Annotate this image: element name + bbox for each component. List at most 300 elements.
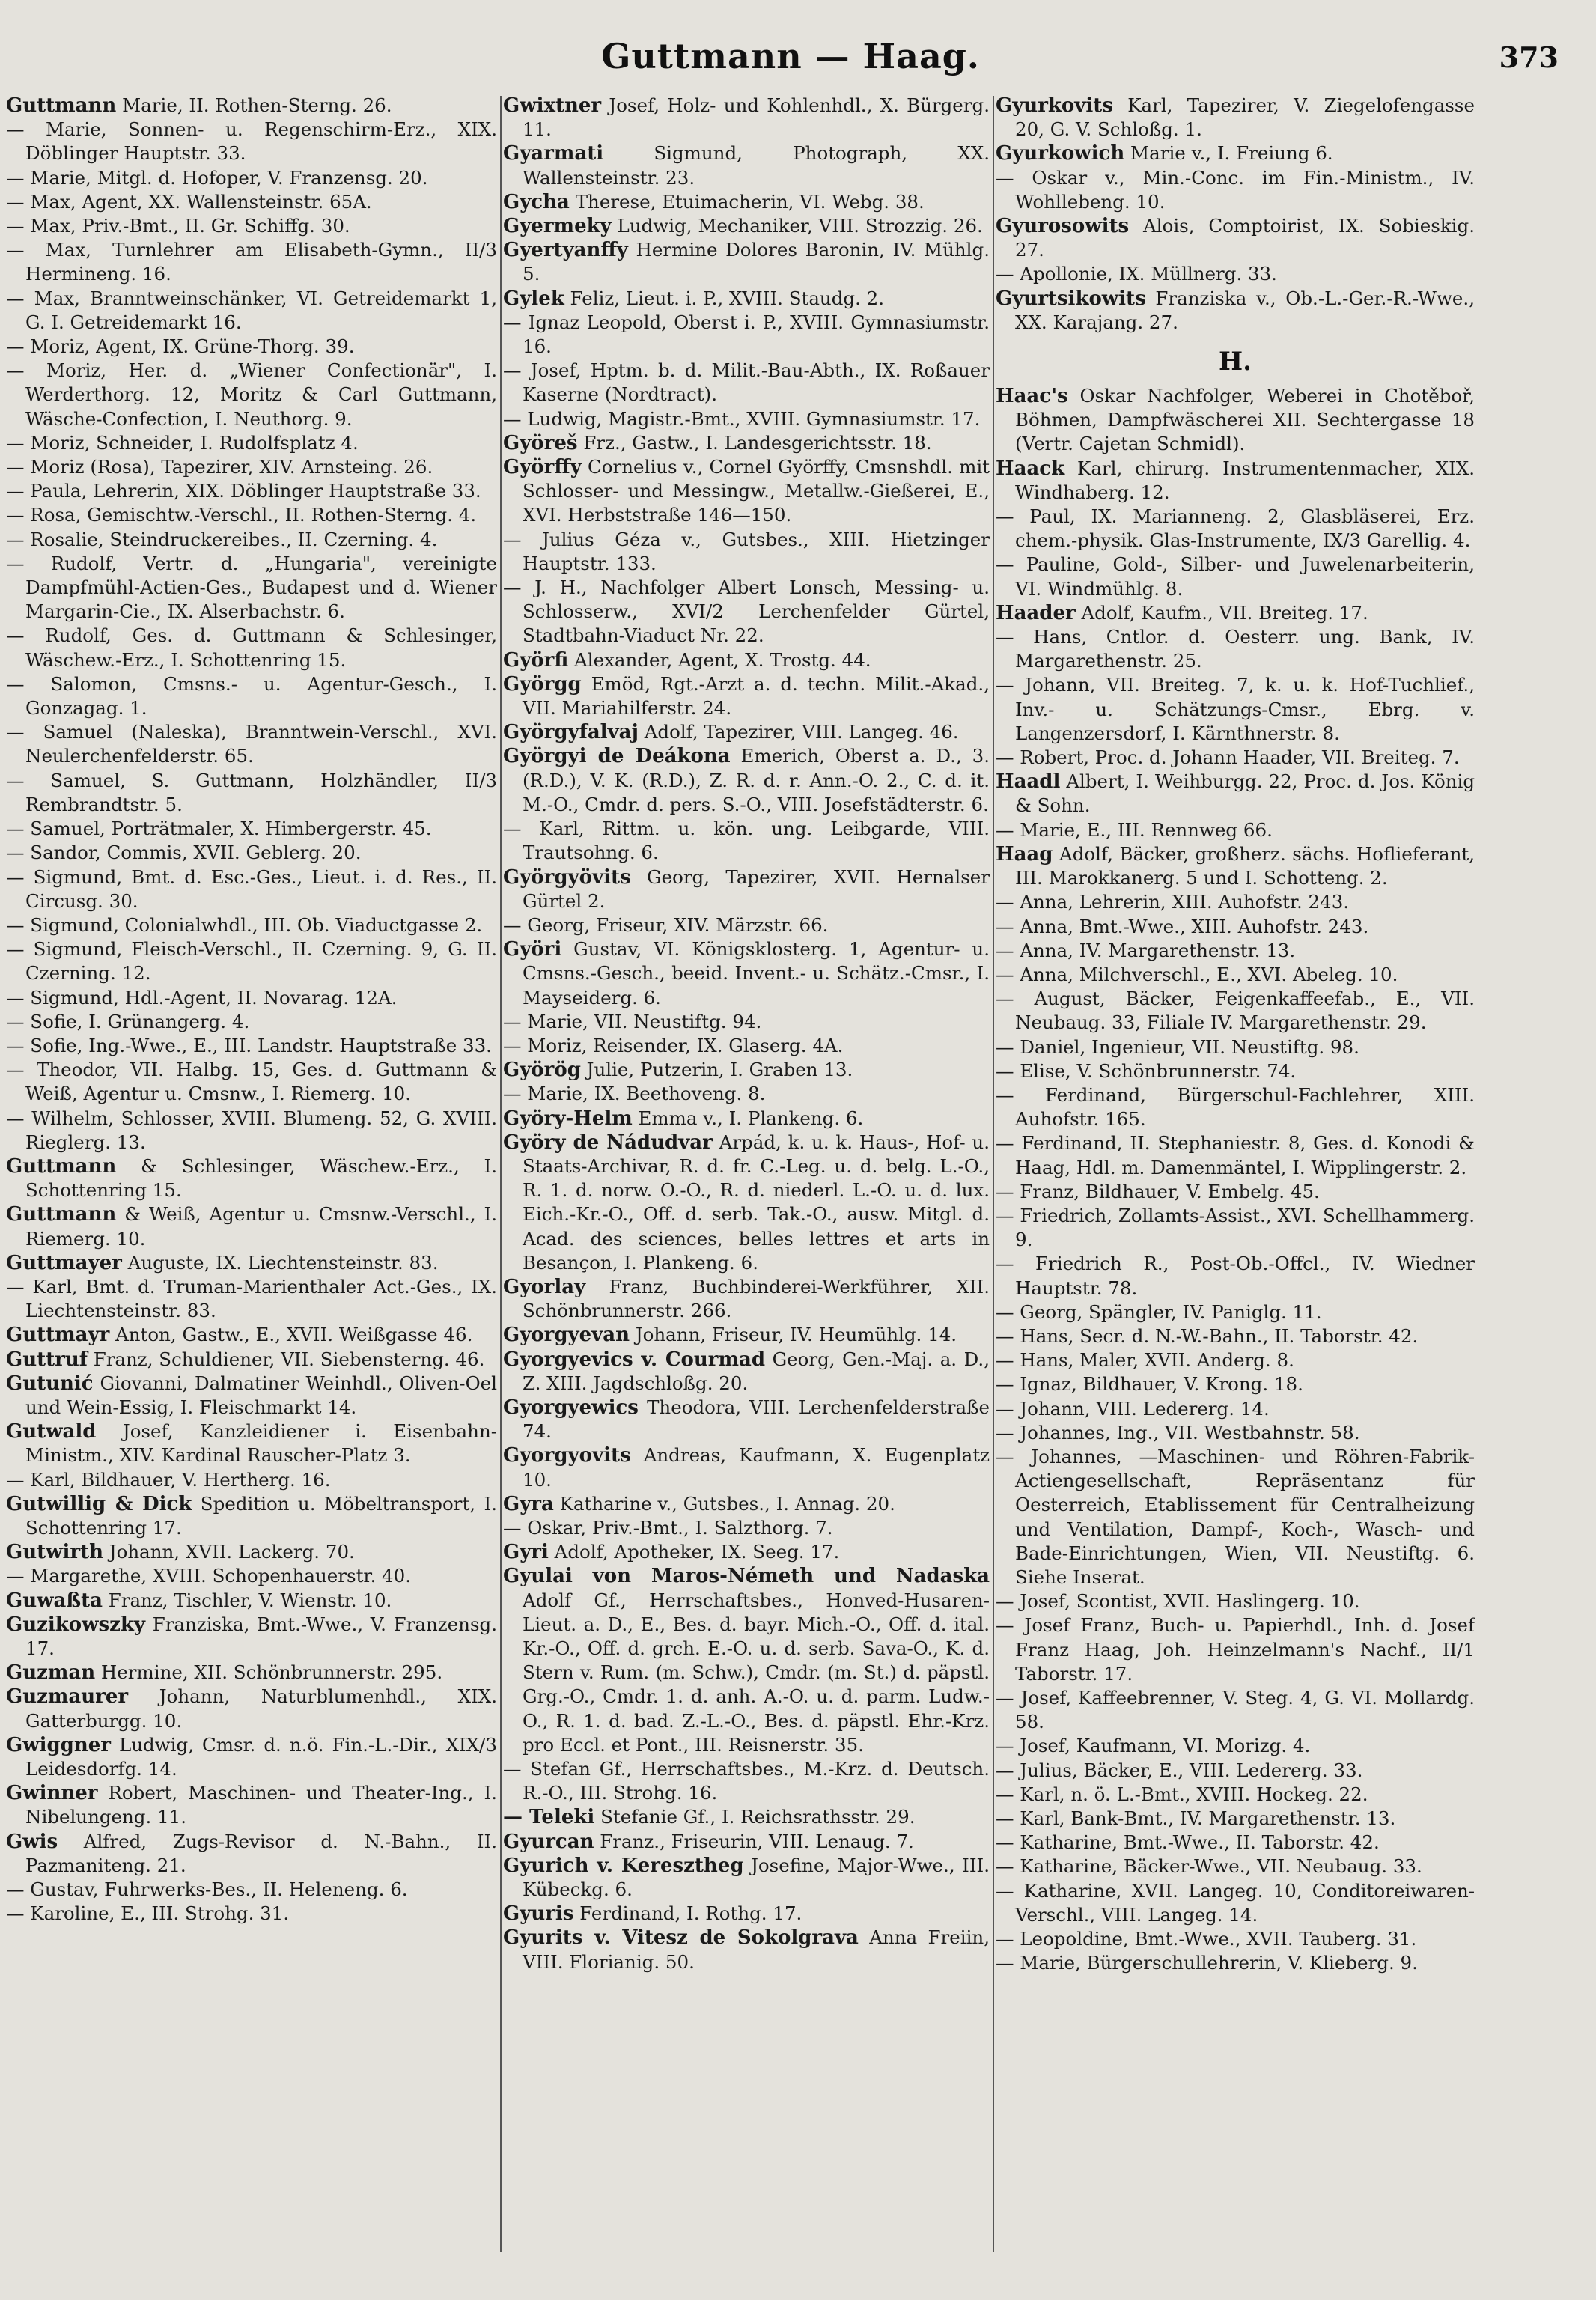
directory-entry: [6, 1348, 497, 1372]
directory-entry: [996, 1759, 1475, 1783]
entry-text: — Marie, VII. Neustiftg. 94.: [503, 1010, 762, 1032]
directory-entry: [503, 142, 990, 189]
entry-text: — Moriz, Her. d. „Wiener Confectionär", I. Werderthorg. 12, Moritz & Carl Guttmann, Wäsche-Confection, I. Neuthorg. 9.: [6, 359, 497, 430]
directory-entry: [6, 1781, 497, 1829]
directory-entry: [6, 166, 497, 190]
directory-entry: [996, 1445, 1475, 1589]
entry-text: Anton, Gastw., E., XVII. Weißgasse 46.: [109, 1324, 473, 1346]
entry-headword: Györgyfalvaj: [503, 721, 639, 744]
directory-entry: [503, 672, 990, 720]
entry-text: Anna Freiin, VIII. Florianig. 50.: [523, 1926, 990, 1973]
entry-text: — Max, Priv.-Bmt., II. Gr. Schiffg. 30.: [6, 215, 350, 237]
directory-entry: [6, 1902, 497, 1926]
entry-text: — Samuel, S. Guttmann, Holzhändler, II/3 Rembrandtstr. 5.: [6, 769, 497, 815]
entry-headword: Györy-Helm: [503, 1107, 633, 1130]
entry-text: — Johann, VIII. Ledererg. 14.: [996, 1397, 1270, 1420]
directory-entry: [503, 744, 990, 817]
entry-text: Georg, Gen.-Maj. a. D., Z. XIII. Jagdschloßg. 20.: [523, 1348, 990, 1394]
directory-entry: [6, 1540, 497, 1564]
entry-text: Julie, Putzerin, I. Graben 13.: [580, 1059, 853, 1081]
directory-entry: [996, 1131, 1475, 1179]
entry-headword: Gyurosowits: [996, 215, 1130, 238]
directory-entry: [503, 1830, 990, 1854]
directory-entry: [6, 1154, 497, 1202]
entry-text: — Margarethe, XVIII. Schopenhauerstr. 40.: [6, 1565, 411, 1587]
entry-text: — Wilhelm, Schlosser, XVIII. Blumeng. 52, G. XVIII. Rieglerg. 13.: [6, 1107, 497, 1153]
directory-entry: [6, 335, 497, 359]
directory-entry: [503, 1540, 990, 1564]
entry-headword: Györfi: [503, 648, 569, 672]
entry-headword: Guttruf: [6, 1348, 88, 1371]
directory-entry: [6, 1564, 497, 1588]
entry-text: — Rudolf, Vertr. d. „Hungaria", vereinigte Dampfmühl-Actien-Ges., Budapest und d. Wiener Margarin-Cie., IX. Alserbachstr. 6.: [6, 552, 497, 623]
entry-text: — Sigmund, Hdl.-Agent, II. Novarag. 12A.: [6, 986, 398, 1008]
entry-text: Arpád, k. u. k. Haus-, Hof- u. Staats-Archivar, R. d. fr. C.-Leg. u. d. belg. L.-O., R. 1. d. norw. O.-O., R. d. niederl. L.-O. u. d. lux. Eich.-Kr.-O., Off. d. serb. Tak.-O., ausw. Mitgl. d. Acad. des sciences, belles lettres et arts in Besançon, I. Plankeng. 6.: [523, 1131, 990, 1274]
entry-text: Gustav, VI. Königsklosterg. 1, Agentur- u. Cmsns.-Gesch., beeid. Invent.- u. Schätz.-Cmsr., I. Mayseiderg. 6.: [523, 938, 990, 1008]
directory-entry: [503, 1396, 990, 1443]
entry-headword: Gyarmati: [503, 142, 604, 165]
directory-entry: [996, 1300, 1475, 1324]
entry-text: Ferdinand, I. Rothg. 17.: [573, 1902, 802, 1925]
entry-text: — Sandor, Commis, XVII. Geblerg. 20.: [6, 842, 362, 864]
entry-text: — Katharine, Bäcker-Wwe., VII. Neubaug. 33.: [996, 1855, 1422, 1878]
directory-entry: [996, 457, 1475, 505]
directory-entry: [6, 624, 497, 672]
entry-text: Franz, Buchbinderei-Werkführer, XII. Schönbrunnerstr. 266.: [523, 1275, 990, 1322]
directory-entry: [996, 1855, 1475, 1878]
entry-text: Theodora, VIII. Lerchenfelderstraße 74.: [523, 1396, 990, 1443]
entry-text: — Hans, Cntlor. d. Oesterr. ung. Bank, IV. Margarethenstr. 25.: [996, 626, 1475, 672]
directory-entry: [6, 431, 497, 455]
entry-text: Adolf, Bäcker, großherz. sächs. Hoflieferant, III. Marokkanerg. 5 und I. Schotteng. 2.: [1015, 842, 1475, 889]
running-head: Guttmann — Haag.: [601, 36, 980, 76]
entry-text: — Karl, Bank-Bmt., IV. Margarethenstr. 13.: [996, 1807, 1396, 1830]
directory-entry: [6, 1878, 497, 1902]
entry-text: — Hans, Secr. d. N.-W.-Bahn., II. Taborstr. 42.: [996, 1324, 1419, 1347]
entry-headword: Gyorgyevan: [503, 1324, 630, 1347]
directory-entry: [503, 1516, 990, 1540]
entry-text: — Anna, Lehrerin, XIII. Auhofstr. 243.: [996, 891, 1350, 913]
entry-headword: Guttmayer: [6, 1251, 122, 1274]
directory-entry: [996, 1204, 1475, 1252]
directory-entry: [6, 479, 497, 503]
entry-text: — Anna, Bmt.-Wwe., XIII. Auhofstr. 243.: [996, 915, 1369, 937]
entry-text: — Ferdinand, II. Stephaniestr. 8, Ges. d. Konodi & Haag, Hdl. m. Damenmäntel, I. Wipplingerstr. 2.: [996, 1132, 1475, 1178]
directory-entry: [503, 1854, 990, 1902]
entry-headword: Gwiggner: [6, 1733, 111, 1756]
column-divider: [500, 96, 502, 2252]
directory-entry: [503, 94, 990, 142]
directory-entry: [996, 1951, 1475, 1975]
entry-text: — Georg, Friseur, XIV. Märzstr. 66.: [503, 913, 829, 936]
entry-text: — Daniel, Ingenieur, VII. Neustiftg. 98.: [996, 1035, 1359, 1058]
directory-entry: [6, 1010, 497, 1034]
entry-text: — Marie, Sonnen- u. Regenschirm-Erz., XIX. Döblinger Hauptstr. 33.: [6, 118, 497, 165]
column-3: [996, 94, 1475, 2280]
directory-entry: [996, 915, 1475, 939]
entry-headword: Gyorgyewics: [503, 1396, 639, 1419]
directory-entry: [996, 1252, 1475, 1300]
directory-entry: [6, 841, 497, 865]
directory-entry: [6, 937, 497, 985]
entry-text: — Robert, Proc. d. Johann Haader, VII. Breiteg. 7.: [996, 746, 1460, 769]
directory-entry: [6, 528, 497, 552]
entry-text: — Johann, VII. Breiteg. 7, k. u. k. Hof-Tuchlief., Inv.- u. Schätzungs-Cmsr., Ebrg. v. Langenzersdorf, I. Kärnthnerstr. 8.: [996, 674, 1475, 744]
entry-text: — Stefan Gf., Herrschaftsbes., M.-Krz. d. Deutsch. R.-O., III. Strohg. 16.: [503, 1758, 990, 1804]
directory-entry: [996, 553, 1475, 600]
directory-entry: [503, 817, 990, 865]
entry-text: — Samuel, Porträtmaler, X. Himbergerstr. 45.: [6, 818, 432, 840]
directory-entry: [996, 1397, 1475, 1421]
directory-entry: [6, 503, 497, 527]
directory-entry: [6, 1733, 497, 1781]
entry-text: Adolf, Apotheker, IX. Seeg. 17.: [548, 1541, 840, 1563]
entry-text: & Weiß, Agentur u. Cmsnw.-Verschl., I. Riemerg. 10.: [25, 1203, 497, 1250]
entry-text: Marie v., I. Freiung 6.: [1124, 142, 1333, 165]
entry-headword: Györi: [503, 938, 562, 961]
entry-headword: Haack: [996, 457, 1065, 480]
entry-text: Robert, Maschinen- und Theater-Ing., I. Nibelungeng. 11.: [25, 1782, 497, 1828]
directory-entry: [6, 1275, 497, 1323]
directory-entry: [996, 1783, 1475, 1807]
entry-text: — August, Bäcker, Feigenkaffeefab., E., VII. Neubaug. 33, Filiale IV. Margarethenstr. 29.: [996, 988, 1475, 1034]
directory-entry: [503, 1131, 990, 1275]
directory-entry: [503, 1443, 990, 1491]
entry-text: Albert, I. Weihburgg. 22, Proc. d. Jos. König & Sohn.: [1015, 770, 1475, 817]
directory-entry: [503, 238, 990, 286]
directory-entry: [6, 118, 497, 165]
directory-entry: [996, 1324, 1475, 1348]
directory-entry: [996, 746, 1475, 770]
entry-headword: Gyri: [503, 1541, 549, 1564]
entry-text: — Pauline, Gold-, Silber- und Juwelenarbeiterin, VI. Windmühlg. 8.: [996, 553, 1475, 600]
entry-text: — Georg, Spängler, IV. Paniglg. 11.: [996, 1300, 1322, 1323]
entry-text: — Josef, Scontist, XVII. Haslingerg. 10.: [996, 1590, 1360, 1613]
directory-entry: [996, 1059, 1475, 1083]
entry-text: — Karl, Bildhauer, V. Hertherg. 16.: [6, 1468, 331, 1491]
entry-headword: Gwixtner: [503, 94, 602, 117]
directory-entry: [996, 673, 1475, 746]
directory-entry: [6, 1589, 497, 1613]
entry-headword: Guttmayr: [6, 1324, 110, 1347]
entry-text: — Karl, n. ö. L.-Bmt., XVIII. Hockeg. 22.: [996, 1783, 1368, 1805]
entry-text: — Theodor, VII. Halbg. 15, Ges. d. Guttmann & Weiß, Agentur u. Cmsnw., I. Riemerg. 10.: [6, 1059, 497, 1105]
directory-entry: [503, 431, 990, 455]
directory-entry: [6, 1492, 497, 1540]
directory-entry: [6, 1058, 497, 1106]
directory-entry: [996, 1035, 1475, 1059]
directory-entry: [503, 1010, 990, 1034]
directory-entry: [503, 913, 990, 937]
directory-entry: [996, 1927, 1475, 1951]
directory-entry: [503, 407, 990, 431]
directory-entry: [503, 937, 990, 1010]
entry-headword: Guwaßta: [6, 1589, 103, 1612]
entry-text: Hermine, XII. Schönbrunnerstr. 295.: [95, 1661, 443, 1684]
entry-headword: Györgyi de Deákona: [503, 745, 731, 768]
entry-text: — Paula, Lehrerin, XIX. Döblinger Hauptstraße 33.: [6, 480, 481, 502]
directory-entry: [996, 601, 1475, 625]
directory-entry: [503, 1492, 990, 1516]
entry-text: — Oskar, Priv.-Bmt., I. Salzthorg. 7.: [503, 1516, 833, 1539]
directory-entry: [6, 720, 497, 768]
entry-text: Hermine Dolores Baronin, IV. Mühlg. 5.: [523, 239, 990, 285]
directory-entry: [996, 842, 1475, 890]
entry-text: Josef, Holz- und Kohlenhdl., X. Bürgerg. 11.: [523, 94, 990, 141]
entry-text: — Katharine, XVII. Langeg. 10, Conditoreiwaren-Verschl., VIII. Langeg. 14.: [996, 1879, 1475, 1926]
directory-entry: [503, 311, 990, 359]
directory-entry: [503, 455, 990, 528]
directory-entry: [996, 287, 1475, 335]
entry-headword: Gyra: [503, 1492, 554, 1515]
entry-text: Johann, Naturblumenhdl., XIX. Gatterburgg. 10.: [25, 1685, 497, 1732]
directory-entry: [503, 214, 990, 238]
entry-text: — Franz, Bildhauer, V. Embelg. 45.: [996, 1180, 1320, 1202]
directory-entry: [6, 287, 497, 335]
entry-text: — Sigmund, Fleisch-Verschl., II. Czerning. 9, G. II. Czerning. 12.: [6, 938, 497, 985]
entry-headword: Gyulai von Maros-Németh und Nadaska: [503, 1565, 990, 1588]
directory-entry: [996, 818, 1475, 842]
entry-text: — Josef Franz, Buch- u. Papierhdl., Inh. d. Josef Franz Haag, Joh. Heinzelmann's Nachf., II/1 Taborstr. 17.: [996, 1614, 1475, 1685]
entry-headword: Gyuris: [503, 1902, 574, 1926]
directory-entry: [6, 214, 497, 238]
entry-text: Emöd, Rgt.-Arzt a. d. techn. Milit.-Akad., VII. Mariahilferstr. 24.: [523, 672, 990, 719]
entry-text: — Anna, IV. Margarethenstr. 13.: [996, 939, 1296, 961]
entry-text: — Sigmund, Bmt. d. Esc.-Ges., Lieut. i. d. Res., II. Circusg. 30.: [6, 865, 497, 912]
column-divider: [993, 96, 994, 2252]
entry-text: Emma v., I. Plankeng. 6.: [632, 1107, 864, 1129]
entry-headword: Gyurkovits: [996, 94, 1113, 117]
directory-entry: [503, 865, 990, 913]
entry-text: Josef, Kanzleidiener i. Eisenbahn-Ministm., XIV. Kardinal Rauscher-Platz 3.: [25, 1420, 497, 1467]
directory-entry: [503, 1805, 990, 1829]
directory-entry: [6, 359, 497, 431]
entry-text: Oskar Nachfolger, Weberei in Chotěboř, Böhmen, Dampfwäscherei XII. Sechtergasse 18 (Vertr. Cajetan Schmidl).: [1015, 385, 1475, 455]
entry-headword: Haader: [996, 601, 1076, 624]
entry-text: — Hans, Maler, XVII. Anderg. 8.: [996, 1349, 1294, 1372]
entry-headword: Gyurkowich: [996, 142, 1125, 165]
entry-headword: Gutwillig & Dick: [6, 1492, 192, 1515]
directory-entry: [6, 1420, 497, 1467]
directory-entry: [6, 238, 497, 286]
directory-entry: [996, 770, 1475, 818]
directory-entry: [6, 552, 497, 624]
directory-entry: [996, 987, 1475, 1035]
entry-headword: Gycha: [503, 190, 570, 213]
entry-headword: Gylek: [503, 287, 564, 310]
entry-headword: Guttmann: [6, 1154, 117, 1178]
entry-headword: Gyermeky: [503, 215, 612, 238]
directory-entry: [996, 963, 1475, 987]
directory-entry: [996, 625, 1475, 673]
entry-text: Auguste, IX. Liechtensteinstr. 83.: [121, 1251, 439, 1274]
directory-entry: [503, 648, 990, 672]
entry-headword: Gutwirth: [6, 1541, 103, 1564]
entry-text: Frz., Gastw., I. Landesgerichtsstr. 18.: [577, 431, 932, 454]
directory-entry: [996, 1421, 1475, 1445]
entry-text: — Marie, Mitgl. d. Hofoper, V. Franzensg. 20.: [6, 166, 428, 189]
entry-text: — Sigmund, Colonialwhdl., III. Ob. Viaductgasse 2.: [6, 913, 483, 936]
directory-entry: [6, 1372, 497, 1420]
directory-entry: [6, 1202, 497, 1250]
directory-entry: [503, 1926, 990, 1974]
directory-entry: [996, 1879, 1475, 1927]
entry-text: — Ferdinand, Bürgerschul-Fachlehrer, XIII. Auhofstr. 165.: [996, 1083, 1475, 1131]
entry-text: — Friedrich, Zollamts-Assist., XVI. Schellhammerg. 9.: [996, 1204, 1475, 1251]
directory-entry: [503, 528, 990, 576]
entry-headword: Gutunić: [6, 1372, 94, 1395]
entry-headword: Gwis: [6, 1830, 58, 1853]
entry-headword: Györy de Nádudvar: [503, 1131, 713, 1154]
directory-entry: [996, 1807, 1475, 1831]
directory-entry: [6, 817, 497, 841]
entry-text: — Julius Géza v., Gutsbes., XIII. Hietzinger Hauptstr. 133.: [503, 528, 990, 574]
entry-headword: Gyurits v. Vitesz de Sokolgrava: [503, 1926, 859, 1950]
entry-text: — Moriz, Schneider, I. Rudolfsplatz 4.: [6, 431, 359, 454]
entry-text: — Rosalie, Steindruckereibes., II. Czerning. 4.: [6, 528, 438, 550]
directory-entry: [503, 287, 990, 311]
directory-entry: [6, 1034, 497, 1058]
entry-text: — Moriz, Agent, IX. Grüne-Thorg. 39.: [6, 335, 355, 358]
entry-text: Johann, XVII. Lackerg. 70.: [103, 1541, 355, 1563]
directory-entry: [6, 1685, 497, 1732]
directory-entry: [996, 94, 1475, 142]
entry-headword: Gutwald: [6, 1420, 97, 1443]
directory-entry: [6, 1830, 497, 1878]
entry-text: Adolf, Tapezirer, VIII. Langeg. 46.: [638, 721, 959, 743]
entry-text: Alfred, Zugs-Revisor d. N.-Bahn., II. Pazmaniteng. 21.: [25, 1830, 497, 1876]
entry-headword: Györeš: [503, 431, 578, 454]
entry-headword: Guzman: [6, 1661, 96, 1685]
entry-headword: — Teleki: [503, 1806, 595, 1829]
entry-text: Franziska v., Ob.-L.-Ger.-R.-Wwe., XX. Karajang. 27.: [1015, 287, 1475, 333]
entry-headword: Haag: [996, 842, 1053, 865]
directory-entry: [503, 1058, 990, 1082]
entry-text: Franz, Tischler, V. Wienstr. 10.: [102, 1589, 392, 1611]
directory-entry: [6, 769, 497, 817]
directory-entry: [6, 1251, 497, 1275]
entry-text: — Samuel (Naleska), Branntwein-Verschl., XVI. Neulerchenfelderstr. 65.: [6, 721, 497, 767]
entry-text: — Anna, Milchverschl., E., XVI. Abeleg. 10.: [996, 963, 1398, 985]
directory-entry: [6, 190, 497, 214]
entry-text: Adolf, Kaufm., VII. Breiteg. 17.: [1075, 601, 1368, 624]
directory-entry: [6, 1323, 497, 1347]
entry-text: Georg, Tapezirer, XVII. Hernalser Gürtel 2.: [523, 865, 990, 912]
entry-text: — Friedrich R., Post-Ob.-Offcl., IV. Wiedner Hauptstr. 78.: [996, 1253, 1475, 1299]
entry-text: Spedition u. Möbeltransport, I. Schottenring 17.: [25, 1492, 497, 1539]
entry-text: — Johannes, —Maschinen- und Röhren-Fabrik-Actiengesellschaft, Repräsentanz für Oesterreich, Etablissement für Centralheizung und Ventilation, Dampf-, Koch-, Wasch- und Bade-Einrichtungen, Wien, VII. Neustiftg. 6. Siehe Inserat.: [996, 1445, 1475, 1588]
entry-headword: Györgg: [503, 672, 582, 696]
entry-headword: Guzikowszky: [6, 1613, 146, 1636]
entry-headword: Györög: [503, 1059, 581, 1082]
entry-text: — Karoline, E., III. Strohg. 31.: [6, 1902, 290, 1925]
directory-entry: [6, 986, 497, 1010]
directory-entry: [6, 1661, 497, 1685]
page-number: 373: [1499, 40, 1559, 74]
entry-text: — Ignaz, Bildhauer, V. Krong. 18.: [996, 1373, 1303, 1396]
directory-entry: [6, 455, 497, 479]
entry-text: Alois, Comptoirist, IX. Sobieskig. 27.: [1015, 215, 1475, 261]
section-letter: H.: [1219, 347, 1252, 377]
directory-entry: [996, 505, 1475, 553]
entry-text: & Schlesinger, Wäschew.-Erz., I. Schottenring 15.: [25, 1154, 497, 1202]
entry-text: Johann, Friseur, IV. Heumühlg. 14.: [630, 1324, 957, 1346]
entry-text: Ludwig, Mechaniker, VIII. Strozzig. 26.: [611, 215, 983, 237]
directory-entry: [996, 1372, 1475, 1396]
entry-text: Josefine, Major-Wwe., III. Kübeckg. 6.: [523, 1854, 990, 1901]
entry-text: — Johannes, Ing., VII. Westbahnstr. 58.: [996, 1421, 1360, 1443]
entry-text: — Josef, Kaufmann, VI. Morizg. 4.: [996, 1735, 1311, 1757]
entry-text: — Ludwig, Magistr.-Bmt., XVIII. Gymnasiumstr. 17.: [503, 407, 981, 430]
entry-headword: Gyorgyevics v. Courmad: [503, 1348, 766, 1371]
directory-entry: [996, 384, 1475, 457]
entry-text: — Elise, V. Schönbrunnerstr. 74.: [996, 1059, 1297, 1082]
entry-text: — Paul, IX. Marianneng. 2, Glasbläserei, Erz. chem.-physik. Glas-Instrumente, IX/3 Garellig. 4.: [996, 505, 1475, 552]
entry-text: — Karl, Rittm. u. kön. ung. Leibgarde, VIII. Trautsohng. 6.: [503, 818, 990, 864]
entry-headword: Gyurtsikowits: [996, 287, 1146, 310]
entry-text: — Josef, Hptm. b. d. Milit.-Bau-Abth., IX. Roßauer Kaserne (Nordtract).: [503, 359, 990, 406]
entry-text: Franziska, Bmt.-Wwe., V. Franzensg. 17.: [25, 1613, 497, 1659]
entry-text: Franz., Friseurin, VIII. Lenaug. 7.: [594, 1830, 914, 1852]
directory-entry: [996, 142, 1475, 165]
directory-entry: [503, 1902, 990, 1926]
entry-headword: Guttmann: [6, 94, 117, 117]
directory-entry: [503, 1034, 990, 1058]
directory-entry: [996, 1348, 1475, 1372]
entry-text: Franz, Schuldiener, VII. Siebensterng. 46.: [87, 1348, 485, 1370]
entry-headword: Gwinner: [6, 1782, 98, 1805]
entry-text: — Salomon, Cmsns.- u. Agentur-Gesch., I. Gonzagag. 1.: [6, 672, 497, 719]
directory-entry: [996, 1831, 1475, 1855]
directory-entry: [6, 1107, 497, 1154]
column-2: [503, 94, 990, 2280]
entry-text: — Max, Turnlehrer am Elisabeth-Gymn., II/3 Hermineng. 16.: [6, 239, 497, 285]
directory-entry: [996, 262, 1475, 286]
entry-text: — Marie, Bürgerschullehrerin, V. Klieberg. 9.: [996, 1952, 1418, 1974]
directory-entry: [996, 890, 1475, 914]
directory-entry: [996, 214, 1475, 262]
directory-entry: [996, 939, 1475, 963]
entry-text: — J. H., Nachfolger Albert Lonsch, Messing- u. Schlosserw., XVI/2 Lerchenfelder Gürtel, Stadtbahn-Viaduct Nr. 22.: [503, 576, 990, 647]
directory-entry: [996, 1589, 1475, 1613]
directory-entry: [996, 1613, 1475, 1686]
entry-headword: Haac's: [996, 385, 1068, 408]
entry-headword: Guzmaurer: [6, 1685, 129, 1709]
directory-entry: [503, 576, 990, 648]
entry-text: — Katharine, Bmt.-Wwe., II. Taborstr. 42.: [996, 1831, 1380, 1854]
entry-text: Adolf Gf., Herrschaftsbes., Honved-Husaren-Lieut. a. D., E., Bes. d. bayr. Mich.-O., Off. d. ital. Kr.-O., Off. d. grch. E.-O. u. d. serb. Sava-O., K. d. Stern v. Rum. (m. Schw.), Cmdr. (m. St.) d. päpstl. Grg.-O., Cmdr. 1. d. anh. A.-O. u. d. parm. Ludw.-O., R. 1. d. bad. Z.-L.-O., Bes. d. päpstl. Ehr.-Krz. pro Eccl. et Pont., III. Reisnerstr. 35.: [523, 1589, 990, 1756]
entry-text: — Gustav, Fuhrwerks-Bes., II. Heleneng. 6.: [6, 1878, 408, 1901]
entry-text: — Julius, Bäcker, E., VIII. Ledererg. 33.: [996, 1759, 1363, 1781]
entry-text: — Leopoldine, Bmt.-Wwe., XVII. Tauberg. 31.: [996, 1928, 1417, 1950]
entry-text: Feliz, Lieut. i. P., XVIII. Staudg. 2.: [564, 287, 885, 309]
entry-text: Alexander, Agent, X. Trostg. 44.: [568, 648, 871, 671]
entry-headword: Györgyövits: [503, 865, 631, 889]
directory-entry: [503, 1275, 990, 1323]
entry-text: Stefanie Gf., I. Reichsrathsstr. 29.: [594, 1806, 916, 1828]
entry-headword: Haadl: [996, 770, 1061, 794]
directory-entry: [6, 1613, 497, 1661]
entry-text: — Moriz, Reisender, IX. Glaserg. 4A.: [503, 1034, 844, 1056]
directory-entry: [503, 1082, 990, 1106]
entry-text: Karl, chirurg. Instrumentenmacher, XIX. Windhaberg. 12.: [1015, 457, 1475, 503]
entry-text: Andreas, Kaufmann, X. Eugenplatz 10.: [523, 1444, 990, 1491]
directory-entry: [503, 190, 990, 214]
entry-text: Marie, II. Rothen-Sterng. 26.: [116, 94, 392, 116]
directory-entry: [503, 359, 990, 407]
directory-entry: [503, 1348, 990, 1396]
entry-headword: Guttmann: [6, 1203, 117, 1226]
